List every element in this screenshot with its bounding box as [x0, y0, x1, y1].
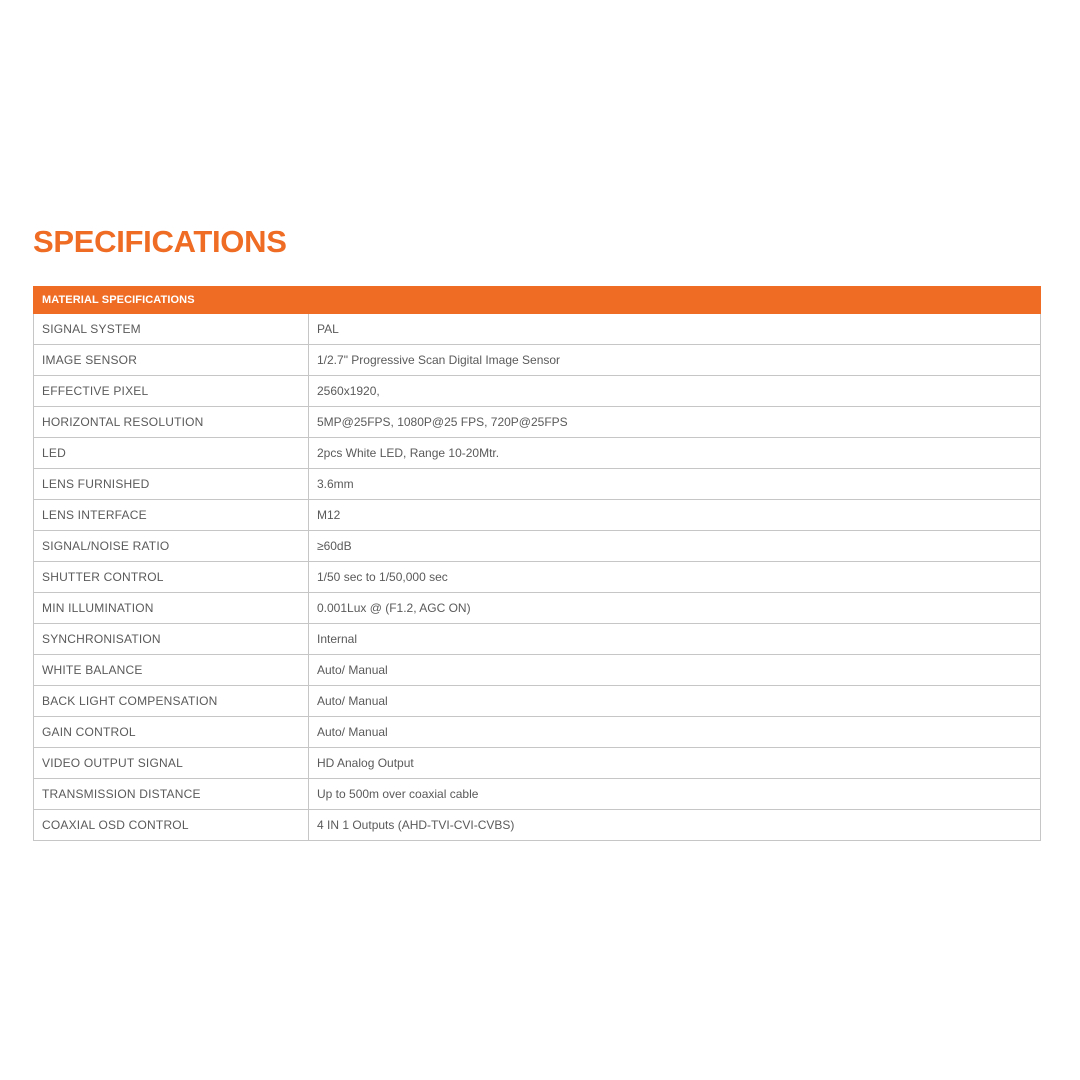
table-header: MATERIAL SPECIFICATIONS [34, 287, 1041, 314]
spec-label: IMAGE SENSOR [34, 345, 309, 376]
spec-value: 1/2.7" Progressive Scan Digital Image Sensor [309, 345, 1041, 376]
spec-value: HD Analog Output [309, 748, 1041, 779]
spec-value: Internal [309, 624, 1041, 655]
table-header-row [34, 287, 1041, 314]
table-row [34, 500, 1041, 531]
spec-label: LED [34, 438, 309, 469]
spec-value: 0.001Lux @ (F1.2, AGC ON) [309, 593, 1041, 624]
spec-label: HORIZONTAL RESOLUTION [34, 407, 309, 438]
spec-value: Auto/ Manual [309, 655, 1041, 686]
table-row [34, 531, 1041, 562]
spec-label: SYNCHRONISATION [34, 624, 309, 655]
spec-label: EFFECTIVE PIXEL [34, 376, 309, 407]
spec-value: ≥60dB [309, 531, 1041, 562]
spec-value: 1/50 sec to 1/50,000 sec [309, 562, 1041, 593]
table-row [34, 717, 1041, 748]
page-title: SPECIFICATIONS [33, 224, 287, 259]
spec-value: 2560x1920, [309, 376, 1041, 407]
table-row [34, 376, 1041, 407]
spec-label: SIGNAL/NOISE RATIO [34, 531, 309, 562]
spec-label: GAIN CONTROL [34, 717, 309, 748]
spec-value: 5MP@25FPS, 1080P@25 FPS, 720P@25FPS [309, 407, 1041, 438]
table-row [34, 748, 1041, 779]
spec-value: Auto/ Manual [309, 686, 1041, 717]
spec-label: SHUTTER CONTROL [34, 562, 309, 593]
spec-table [33, 286, 1041, 841]
table-row [34, 314, 1041, 345]
spec-label: BACK LIGHT COMPENSATION [34, 686, 309, 717]
spec-value: 2pcs White LED, Range 10-20Mtr. [309, 438, 1041, 469]
spec-label: LENS FURNISHED [34, 469, 309, 500]
spec-label: VIDEO OUTPUT SIGNAL [34, 748, 309, 779]
spec-value: PAL [309, 314, 1041, 345]
table-row [34, 810, 1041, 841]
spec-label: MIN ILLUMINATION [34, 593, 309, 624]
table-row [34, 655, 1041, 686]
table-row [34, 469, 1041, 500]
table-row [34, 686, 1041, 717]
table-row [34, 779, 1041, 810]
table-row [34, 624, 1041, 655]
spec-value: M12 [309, 500, 1041, 531]
spec-label: COAXIAL OSD CONTROL [34, 810, 309, 841]
spec-label: LENS INTERFACE [34, 500, 309, 531]
spec-label: SIGNAL SYSTEM [34, 314, 309, 345]
table-row [34, 407, 1041, 438]
spec-label: TRANSMISSION DISTANCE [34, 779, 309, 810]
table-row [34, 345, 1041, 376]
table-row [34, 438, 1041, 469]
spec-value: 3.6mm [309, 469, 1041, 500]
table-row [34, 593, 1041, 624]
spec-label: WHITE BALANCE [34, 655, 309, 686]
spec-value: 4 IN 1 Outputs (AHD-TVI-CVI-CVBS) [309, 810, 1041, 841]
spec-value: Up to 500m over coaxial cable [309, 779, 1041, 810]
table-row [34, 562, 1041, 593]
spec-value: Auto/ Manual [309, 717, 1041, 748]
